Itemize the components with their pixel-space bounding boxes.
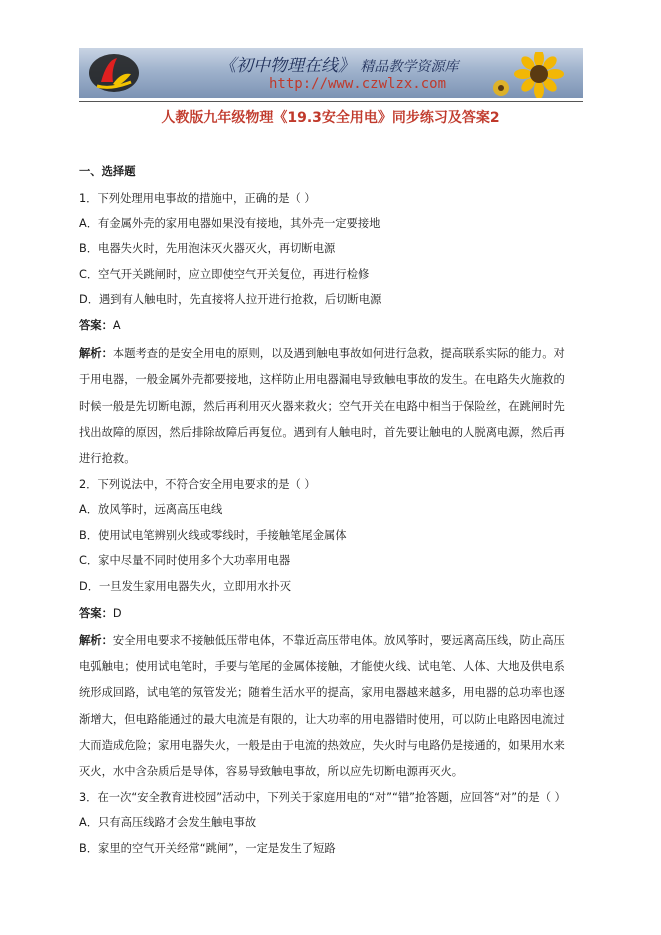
header-divider [79, 101, 583, 102]
question-3-stem: 3．在一次“安全教育进校园”活动中，下列关于家庭用电的“对”“错”抢答题，应回答“对”的是（ ） [79, 791, 566, 804]
question-2-analysis-line: 渐增大，但电路能通过的最大电流是有限的，让大功率的用电器错时使用，可以防止电路因电流过 [79, 713, 565, 726]
question-1-analysis-line: 于用电器，一般金属外壳都要接地，这样防止用电器漏电导致触电事故的发生。在电路失火施救的 [79, 373, 565, 386]
analysis-text: 本题考查的是安全用电的原则，以及遇到触电事故如何进行急救，提高联系实际的能力。对 [112, 347, 565, 360]
question-1-answer [79, 318, 121, 334]
analysis-label: 解析： [79, 347, 113, 360]
question-2-analysis-line [79, 633, 565, 649]
question-1-option-c: C．空气开关跳闸时，应立即使空气开关复位，再进行检修 [79, 268, 370, 281]
document-title: 人教版九年级物理《19.3安全用电》同步练习及答案2 [161, 110, 500, 126]
banner-title-main: 《初中物理在线》 [219, 56, 355, 76]
analysis-label: 解析： [79, 634, 113, 647]
analysis-text: 安全用电要求不接触低压带电体，不靠近高压带电体。放风筝时，要远离高压线，防止高压 [112, 634, 565, 647]
sunflower-icon [487, 52, 575, 98]
question-3-option-a: A．只有高压线路才会发生触电事故 [79, 816, 257, 829]
header-banner [79, 48, 583, 98]
question-1-analysis-line: 进行抢救。 [79, 452, 136, 465]
question-2-stem: 2．下列说法中，不符合安全用电要求的是（ ） [79, 478, 316, 491]
answer-label: 答案： [79, 319, 113, 332]
question-1-analysis-line: 找出故障的原因，然后排除故障后再复位。遇到有人触电时，首先要让触电的人脱离电源，然后再 [79, 426, 565, 439]
question-1-analysis-line: 时候一般是先切断电源，然后再利用灭火器来救火；空气开关在电路中相当于保险丝，在跳闸时先 [79, 400, 565, 413]
question-2-analysis-line: 灭火，水中含杂质后是导体，容易导致触电事故，所以应先切断电源再灭火。 [79, 765, 464, 778]
question-3-option-b: B．家里的空气开关经常“跳闸”，一定是发生了短路 [79, 842, 336, 855]
question-2-option-c: C．家中尽量不同时使用多个大功率用电器 [79, 554, 291, 567]
logo-icon [87, 52, 141, 94]
question-2-analysis-line: 大而造成危险；家用电器失火，一般是由于电流的热效应，失火时与电路仍是接通的，如果用水来 [79, 739, 565, 752]
answer-label: 答案： [79, 607, 113, 620]
question-2-answer [79, 606, 122, 622]
section-heading: 一、选择题 [79, 165, 136, 178]
question-2-analysis-line: 电弧触电；使用试电笔时，手要与笔尾的金属体接触，才能使火线、试电笔、人体、大地及供电系 [79, 660, 565, 673]
question-1-option-b: B．电器失火时，先用泡沫灭火器灭火，再切断电源 [79, 242, 336, 255]
question-2-option-d: D．一旦发生家用电器失火，立即用水扑灭 [79, 580, 292, 593]
banner-subtitle: 精品教学资源库 [360, 59, 459, 75]
question-1-stem: 1．下列处理用电事故的措施中，正确的是（ ） [79, 192, 316, 205]
banner-url: http://www.czwlzx.com [269, 76, 447, 92]
question-1-analysis-line [79, 346, 565, 362]
question-1-option-d: D．遇到有人触电时，先直接将人拉开进行抢救，后切断电源 [79, 293, 382, 306]
answer-value: D [112, 607, 122, 620]
question-2-option-b: B．使用试电笔辨别火线或零线时，手接触笔尾金属体 [79, 529, 347, 542]
question-1-option-a: A．有金属外壳的家用电器如果没有接地，其外壳一定要接地 [79, 217, 381, 230]
answer-value: A [112, 319, 121, 332]
question-2-analysis-line: 统形成回路，试电笔的氖管发光；随着生活水平的提高，家用电器越来越多，用电器的总功率也逐 [79, 686, 565, 699]
question-2-option-a: A．放风筝时，远离高压电线 [79, 503, 223, 516]
banner-title [219, 51, 458, 76]
